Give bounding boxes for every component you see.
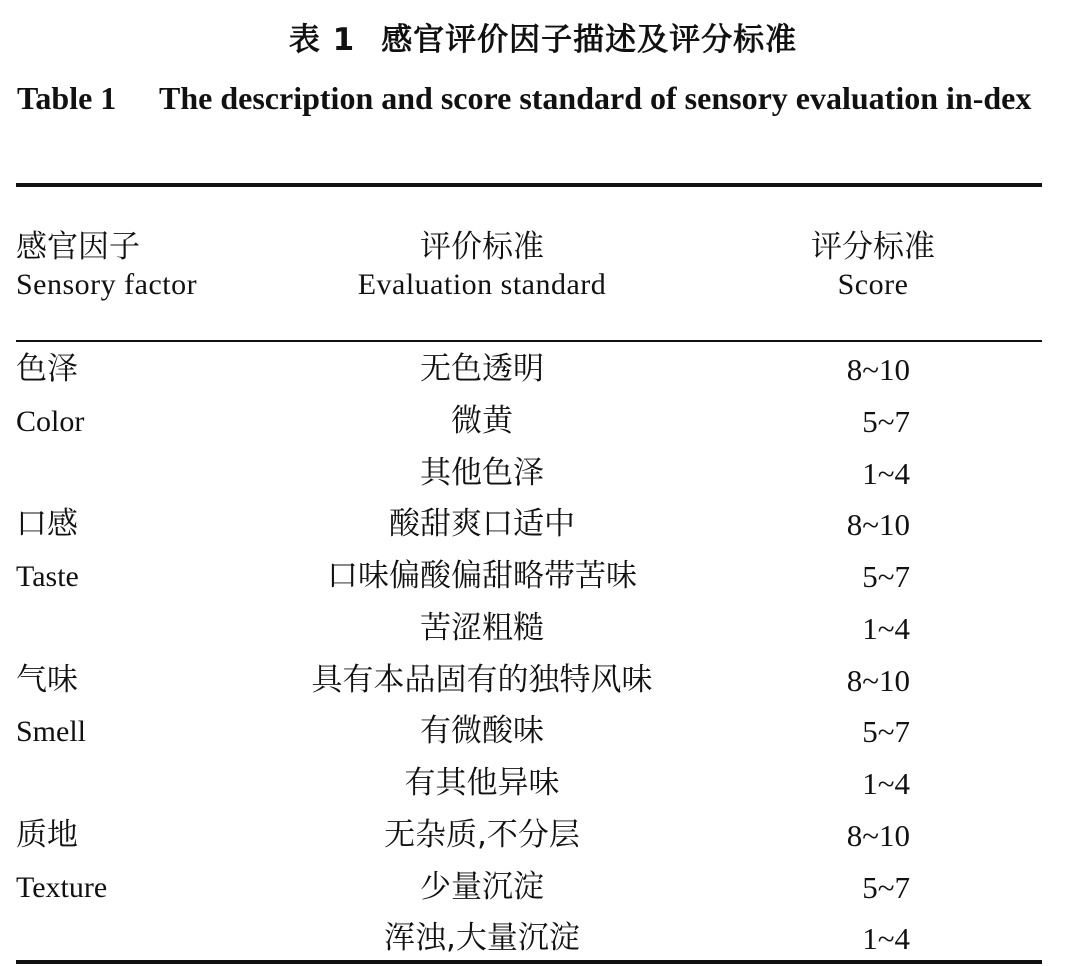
table-top-rule <box>16 183 1042 187</box>
table-number-en: Table 1 <box>17 80 117 116</box>
score-cell: 5~7 <box>862 869 910 905</box>
evaluation-standard-cell: 苦涩粗糙 <box>420 609 544 646</box>
score-cell: 8~10 <box>846 352 910 387</box>
table-caption-en <box>17 70 1047 126</box>
table-row <box>0 603 1086 655</box>
evaluation-standard-cell: 少量沉淀 <box>420 868 544 905</box>
table-number-cn: 表 1 <box>288 22 356 58</box>
evaluation-standard-cell: 酸甜爽口适中 <box>389 506 575 543</box>
evaluation-standard-cell: 有其他异味 <box>404 765 560 801</box>
evaluation-standard-cell: 微黄 <box>451 402 513 439</box>
header-sensory-factor <box>16 228 197 304</box>
header-cn: 评分标准 <box>811 229 935 265</box>
table-row <box>0 862 1086 914</box>
evaluation-standard-cell: 其他色泽 <box>420 454 544 491</box>
header-evaluation-standard <box>282 228 682 304</box>
table-body <box>0 344 1086 965</box>
header-en: Score <box>837 268 909 301</box>
table-row <box>0 810 1086 862</box>
header-en: Evaluation standard <box>357 268 607 301</box>
table-header-rule <box>16 340 1042 342</box>
evaluation-standard-cell: 无杂质,不分层 <box>384 816 580 853</box>
sensory-factor-cell: Taste <box>16 560 79 593</box>
score-cell: 1~4 <box>862 610 910 646</box>
score-cell: 5~7 <box>862 559 910 594</box>
score-cell: 8~10 <box>846 817 910 853</box>
table-row <box>0 706 1086 758</box>
sensory-factor-cell: 质地 <box>16 816 78 853</box>
evaluation-standard-cell: 无色透明 <box>420 351 544 387</box>
sensory-factor-cell: Color <box>16 404 85 438</box>
sensory-factor-cell: 气味 <box>16 661 78 698</box>
sensory-factor-cell: 色泽 <box>16 351 78 387</box>
table-title-en: The description and score standard of sensory evaluation in-dex <box>159 80 1032 116</box>
table-row <box>0 448 1086 500</box>
table-row <box>0 655 1086 707</box>
score-cell: 1~4 <box>862 455 910 491</box>
table-title-cn: 感官评价因子描述及评分标准 <box>381 22 798 58</box>
header-cn: 感官因子 <box>16 229 140 265</box>
evaluation-standard-cell: 浑浊,大量沉淀 <box>384 920 580 957</box>
table-bottom-rule <box>16 960 1042 964</box>
evaluation-standard-cell: 有微酸味 <box>420 713 544 750</box>
header-score <box>760 228 986 304</box>
table-row <box>0 344 1086 396</box>
sensory-factor-cell: Texture <box>16 870 108 904</box>
header-en: Sensory factor <box>16 268 198 301</box>
sensory-factor-cell: Smell <box>16 715 87 749</box>
table-row <box>0 758 1086 810</box>
score-cell: 5~7 <box>862 403 910 439</box>
score-cell: 8~10 <box>846 507 910 543</box>
sensory-factor-cell: 口感 <box>16 506 78 543</box>
score-cell: 1~4 <box>862 921 910 957</box>
table-row <box>0 396 1086 448</box>
evaluation-standard-cell: 具有本品固有的独特风味 <box>311 661 653 698</box>
table-caption-cn <box>0 14 1086 59</box>
evaluation-standard-cell: 口味偏酸偏甜略带苦味 <box>327 558 637 594</box>
header-cn: 评价标准 <box>420 229 544 265</box>
table-row <box>0 913 1086 965</box>
table-row <box>0 499 1086 551</box>
score-cell: 1~4 <box>862 766 910 801</box>
score-cell: 8~10 <box>846 662 910 698</box>
table-row <box>0 551 1086 603</box>
score-cell: 5~7 <box>862 714 910 750</box>
